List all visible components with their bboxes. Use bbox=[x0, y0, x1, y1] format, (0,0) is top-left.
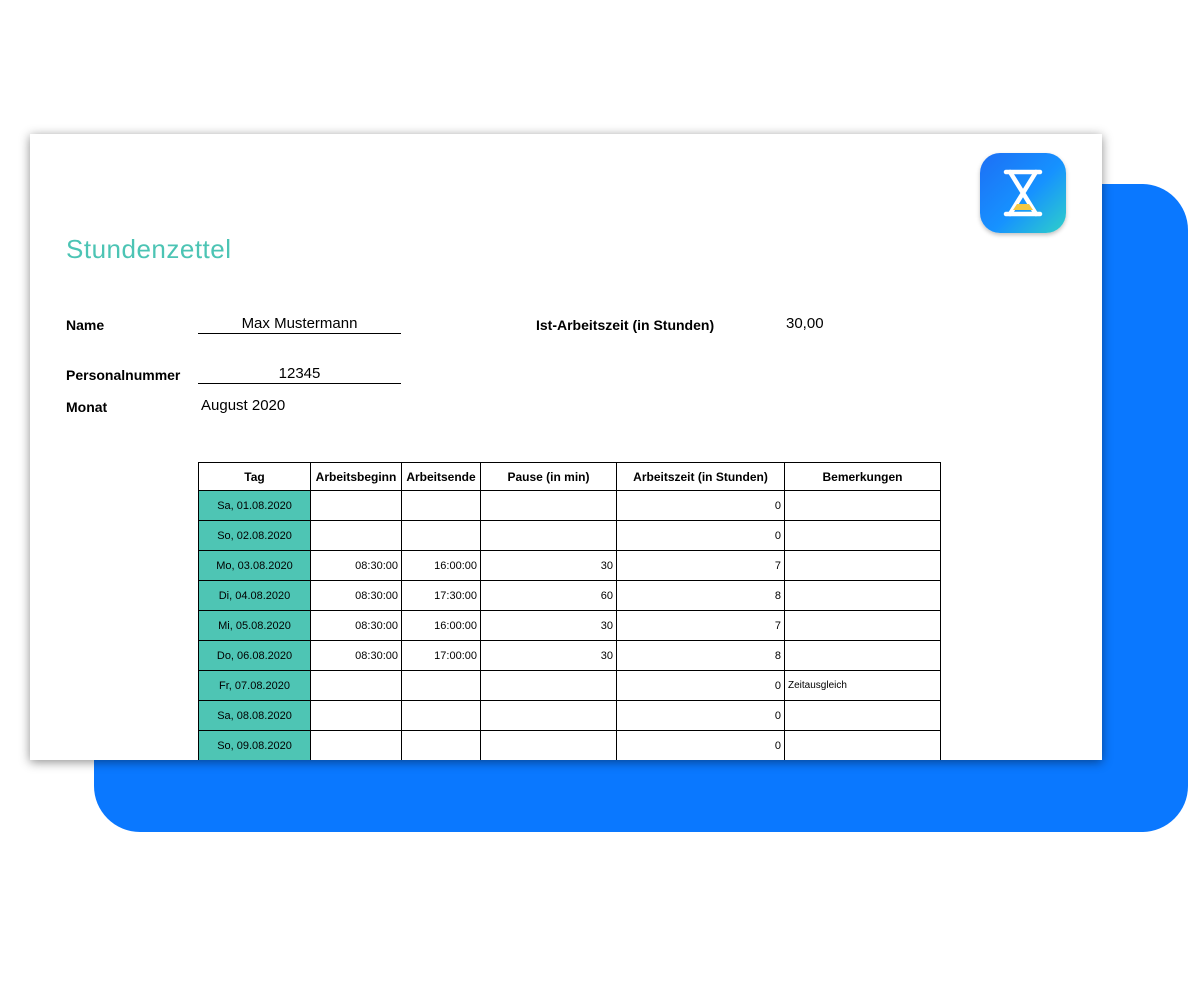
hours-cell: 7 bbox=[617, 611, 785, 641]
header-break: Pause (in min) bbox=[481, 463, 617, 491]
timesheet-table bbox=[198, 462, 941, 760]
hours-cell: 0 bbox=[617, 671, 785, 701]
hours-cell: 0 bbox=[617, 491, 785, 521]
actual-hours-label: Ist-Arbeitszeit (in Stunden) bbox=[536, 317, 715, 333]
table-row bbox=[199, 641, 941, 671]
day-cell: Mo, 03.08.2020 bbox=[199, 551, 311, 581]
day-cell: Do, 06.08.2020 bbox=[199, 641, 311, 671]
hours-cell: 0 bbox=[617, 521, 785, 551]
start-cell: 08:30:00 bbox=[311, 611, 402, 641]
day-cell: So, 02.08.2020 bbox=[199, 521, 311, 551]
day-cell: So, 09.08.2020 bbox=[199, 731, 311, 761]
header-remarks: Bemerkungen bbox=[785, 463, 941, 491]
break-cell bbox=[481, 701, 617, 731]
month-label: Monat bbox=[66, 399, 108, 415]
break-cell bbox=[481, 671, 617, 701]
start-cell bbox=[311, 521, 402, 551]
break-cell: 60 bbox=[481, 581, 617, 611]
remarks-cell bbox=[785, 581, 941, 611]
break-cell bbox=[481, 491, 617, 521]
actual-hours-value: 30,00 bbox=[786, 315, 824, 332]
hours-cell: 8 bbox=[617, 581, 785, 611]
break-cell: 30 bbox=[481, 641, 617, 671]
end-cell bbox=[402, 521, 481, 551]
start-cell: 08:30:00 bbox=[311, 581, 402, 611]
day-cell: Di, 04.08.2020 bbox=[199, 581, 311, 611]
hours-cell: 0 bbox=[617, 701, 785, 731]
table-row bbox=[199, 671, 941, 701]
day-cell: Sa, 08.08.2020 bbox=[199, 701, 311, 731]
break-cell bbox=[481, 521, 617, 551]
break-cell bbox=[481, 731, 617, 761]
day-cell: Fr, 07.08.2020 bbox=[199, 671, 311, 701]
name-value: Max Mustermann bbox=[198, 315, 401, 334]
personnel-number-label: Personalnummer bbox=[66, 367, 181, 383]
table-header-row bbox=[199, 463, 941, 491]
table-row bbox=[199, 551, 941, 581]
header-day: Tag bbox=[199, 463, 311, 491]
start-cell bbox=[311, 491, 402, 521]
month-value: August 2020 bbox=[201, 397, 286, 414]
end-cell bbox=[402, 671, 481, 701]
hours-cell: 7 bbox=[617, 551, 785, 581]
remarks-cell bbox=[785, 551, 941, 581]
remarks-cell bbox=[785, 611, 941, 641]
document-title: Stundenzettel bbox=[66, 234, 232, 264]
table-row bbox=[199, 611, 941, 641]
name-label: Name bbox=[66, 317, 105, 333]
table-row bbox=[199, 521, 941, 551]
day-cell: Mi, 05.08.2020 bbox=[199, 611, 311, 641]
header-start: Arbeitsbeginn bbox=[311, 463, 402, 491]
timesheet-document bbox=[30, 134, 1102, 760]
hours-cell: 8 bbox=[617, 641, 785, 671]
remarks-cell bbox=[785, 521, 941, 551]
remarks-cell bbox=[785, 701, 941, 731]
table-row bbox=[199, 731, 941, 761]
end-cell bbox=[402, 731, 481, 761]
break-cell: 30 bbox=[481, 611, 617, 641]
end-cell: 16:00:00 bbox=[402, 551, 481, 581]
start-cell: 08:30:00 bbox=[311, 551, 402, 581]
start-cell bbox=[311, 731, 402, 761]
end-cell bbox=[402, 701, 481, 731]
header-working-hours: Arbeitszeit (in Stunden) bbox=[617, 463, 785, 491]
end-cell: 17:30:00 bbox=[402, 581, 481, 611]
table-row bbox=[199, 491, 941, 521]
header-end: Arbeitsende bbox=[402, 463, 481, 491]
start-cell: 08:30:00 bbox=[311, 641, 402, 671]
break-cell: 30 bbox=[481, 551, 617, 581]
remarks-cell bbox=[785, 491, 941, 521]
hours-cell: 0 bbox=[617, 731, 785, 761]
remarks-cell bbox=[785, 731, 941, 761]
table-row bbox=[199, 581, 941, 611]
remarks-cell: Zeitausgleich bbox=[785, 671, 941, 701]
end-cell: 17:00:00 bbox=[402, 641, 481, 671]
end-cell bbox=[402, 491, 481, 521]
remarks-cell bbox=[785, 641, 941, 671]
personnel-number-value: 12345 bbox=[198, 365, 401, 384]
day-cell: Sa, 01.08.2020 bbox=[199, 491, 311, 521]
end-cell: 16:00:00 bbox=[402, 611, 481, 641]
start-cell bbox=[311, 671, 402, 701]
hourglass-icon bbox=[980, 153, 1066, 233]
table-row bbox=[199, 701, 941, 731]
start-cell bbox=[311, 701, 402, 731]
